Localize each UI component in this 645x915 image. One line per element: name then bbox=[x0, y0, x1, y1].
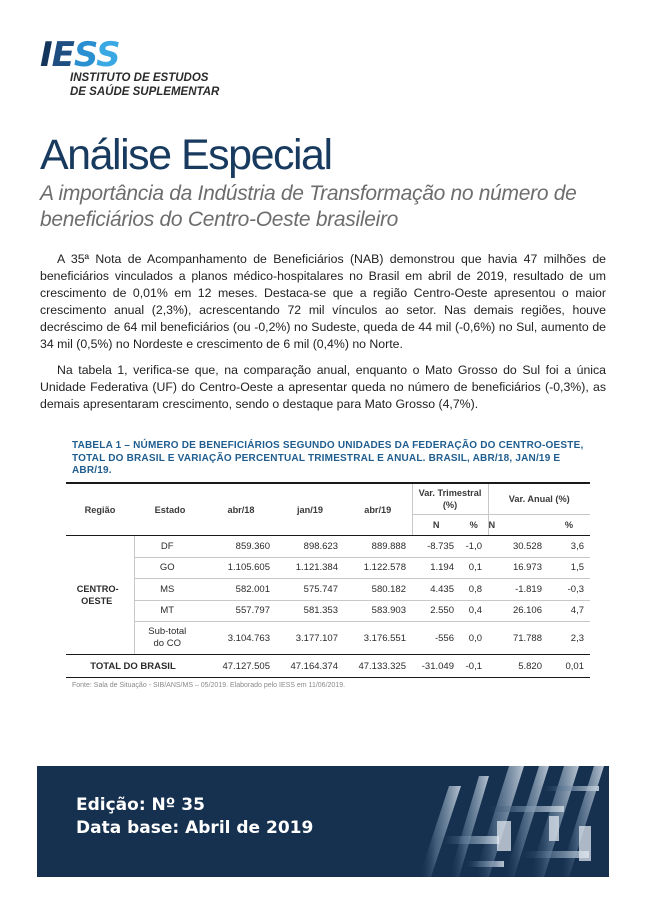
cell-jan19: 581.353 bbox=[276, 600, 344, 622]
cell-abr18: 47.127.505 bbox=[206, 655, 276, 678]
cell-tri-n: 2.550 bbox=[412, 600, 460, 622]
cell-tri-pct: 0,4 bbox=[460, 600, 488, 622]
table-row bbox=[66, 579, 590, 601]
cell-abr19: 1.122.578 bbox=[344, 557, 412, 579]
cell-an-n: 30.528 bbox=[488, 536, 548, 558]
cell-tri-n: -31.049 bbox=[412, 655, 460, 678]
cell-jan19: 47.164.374 bbox=[276, 655, 344, 678]
cell-jan19: 575.747 bbox=[276, 579, 344, 601]
col-header-jan19: jan/19 bbox=[276, 484, 344, 536]
cell-tri-n: 4.435 bbox=[412, 579, 460, 601]
col-header-estado: Estado bbox=[134, 484, 206, 536]
cell-abr18: 3.104.763 bbox=[206, 622, 276, 655]
col-header-tri-n: N bbox=[412, 515, 460, 536]
cell-an-pct: 1,5 bbox=[548, 557, 590, 579]
table-caption: TABELA 1 – NÚMERO DE BENEFICIÁRIOS SEGUNDO UNIDADES DA FEDERAÇÃO DO CENTRO-OESTE, TOTAL DO BRASIL E VARIAÇÃO PERCENTUAL TRIMESTRAL E ANUAL. BRASIL, ABR/18, JAN/19 E ABR/19. bbox=[72, 440, 584, 476]
table-source: Fonte: Sala de Situação - SIB/ANS/MS – 05/2019. Elaborado pelo IESS em 11/06/2019. bbox=[72, 682, 346, 689]
cell-an-pct: -0,3 bbox=[548, 579, 590, 601]
database-label: Data base: Abril de 2019 bbox=[76, 818, 314, 838]
logo-subtitle-line2: DE SAÚDE SUPLEMENTAR bbox=[70, 86, 220, 98]
cell-jan19: 3.177.107 bbox=[276, 622, 344, 655]
cell-an-pct: 2,3 bbox=[548, 622, 590, 655]
cell-tri-pct: 0,0 bbox=[460, 622, 488, 655]
logo-letter-i: I bbox=[40, 35, 52, 75]
cell-an-n: 71.788 bbox=[488, 622, 548, 655]
subtotal-label: Sub-total do CO bbox=[148, 626, 187, 649]
logo-subtitle bbox=[70, 71, 219, 99]
cell-an-n: -1.819 bbox=[488, 579, 548, 601]
cell-jan19: 898.623 bbox=[276, 536, 344, 558]
page-title: Análise Especial bbox=[40, 131, 332, 179]
cell-abr19: 889.888 bbox=[344, 536, 412, 558]
cell-abr19: 583.903 bbox=[344, 600, 412, 622]
region-label: CENTRO-OESTE bbox=[76, 584, 119, 606]
cell-abr18: 582.001 bbox=[206, 579, 276, 601]
cell-tri-n: -8.735 bbox=[412, 536, 460, 558]
cell-an-n: 5.820 bbox=[488, 655, 548, 678]
cell-jan19: 1.121.384 bbox=[276, 557, 344, 579]
col-header-abr18: abr/18 bbox=[206, 484, 276, 536]
cell-an-pct: 0,01 bbox=[548, 655, 590, 678]
logo-letter-e: E bbox=[51, 35, 74, 75]
subtotal-row bbox=[66, 622, 590, 655]
cell-abr18: 1.105.605 bbox=[206, 557, 276, 579]
cell-tri-n: 1.194 bbox=[412, 557, 460, 579]
total-row bbox=[66, 655, 590, 678]
paragraph: A 35ª Nota de Acompanhamento de Beneficiários (NAB) demonstrou que havia 47 milhões de beneficiários vinculados a planos médico-hospitalares no Brasil em abril de 2019, resultado de um crescimento de 0,01% em 12 meses. Destaca-se que a região Centro-Oeste apresentou o maior crescimento anual (2,3%), acrescentando 72 mil vínculos ao setor. Nas demais regiões, houve decréscimo de 64 mil beneficiários (ou -0,2%) no Sudeste, queda de 44 mil (-0,6%) no Sul, aumento de 34 mil (0,5%) no Nordeste e crescimento de 6 mil (0,4%) no Norte. bbox=[40, 252, 606, 351]
cell-an-pct: 3,6 bbox=[548, 536, 590, 558]
cell-total-label: TOTAL DO BRASIL bbox=[66, 655, 206, 678]
cell-abr19: 3.176.551 bbox=[344, 622, 412, 655]
decorative-pattern-icon bbox=[379, 766, 609, 877]
col-header-an-pct: % bbox=[548, 515, 590, 536]
body-text bbox=[40, 251, 606, 422]
cell-abr19: 47.133.325 bbox=[344, 655, 412, 678]
logo-subtitle-line1: INSTITUTO DE ESTUDOS bbox=[70, 72, 209, 84]
cell-an-n: 16.973 bbox=[488, 557, 548, 579]
col-header-var-trimestral: Var. Trimestral (%) bbox=[412, 484, 488, 515]
col-header-an-n: N bbox=[488, 515, 548, 536]
logo-wordmark bbox=[40, 35, 120, 75]
logo-letter-s2: S bbox=[96, 35, 120, 75]
cell-tri-pct: -1,0 bbox=[460, 536, 488, 558]
cell-estado: MT bbox=[134, 600, 206, 622]
edition-label: Edição: Nº 35 bbox=[76, 795, 205, 815]
cell-abr18: 557.797 bbox=[206, 600, 276, 622]
table-row bbox=[66, 557, 590, 579]
footer-banner bbox=[37, 766, 609, 877]
cell-estado: DF bbox=[134, 536, 206, 558]
col-header-var-anual: Var. Anual (%) bbox=[488, 484, 590, 515]
col-header-tri-pct: % bbox=[460, 515, 488, 536]
cell-abr19: 580.182 bbox=[344, 579, 412, 601]
table-row bbox=[66, 600, 590, 622]
iess-logo bbox=[40, 35, 220, 98]
cell-tri-n: -556 bbox=[412, 622, 460, 655]
paragraph: Na tabela 1, verifica-se que, na comparação anual, enquanto o Mato Grosso do Sul foi a única Unidade Federativa (UF) do Centro-Oeste a apresentar queda no número de beneficiários (-0,3%), as demais apresentaram crescimento, sendo o destaque para Mato Grosso (4,7%). bbox=[40, 363, 606, 411]
cell-estado: MS bbox=[134, 579, 206, 601]
cell-tri-pct: 0,1 bbox=[460, 557, 488, 579]
region-cell bbox=[66, 536, 134, 655]
col-header-regiao: Região bbox=[66, 484, 134, 536]
cell-subtotal-label bbox=[134, 622, 206, 655]
cell-an-pct: 4,7 bbox=[548, 600, 590, 622]
table-row bbox=[66, 536, 590, 558]
cell-tri-pct: -0,1 bbox=[460, 655, 488, 678]
table-header-row bbox=[66, 484, 590, 515]
page-subtitle: A importância da Indústria de Transformação no número de beneficiários do Centro-Oeste brasileiro bbox=[40, 182, 577, 231]
logo-letter-s1: S bbox=[73, 35, 97, 75]
footer-text bbox=[76, 794, 313, 840]
cell-an-n: 26.106 bbox=[488, 600, 548, 622]
cell-abr18: 859.360 bbox=[206, 536, 276, 558]
cell-tri-pct: 0,8 bbox=[460, 579, 488, 601]
cell-estado: GO bbox=[134, 557, 206, 579]
col-header-abr19: abr/19 bbox=[344, 484, 412, 536]
